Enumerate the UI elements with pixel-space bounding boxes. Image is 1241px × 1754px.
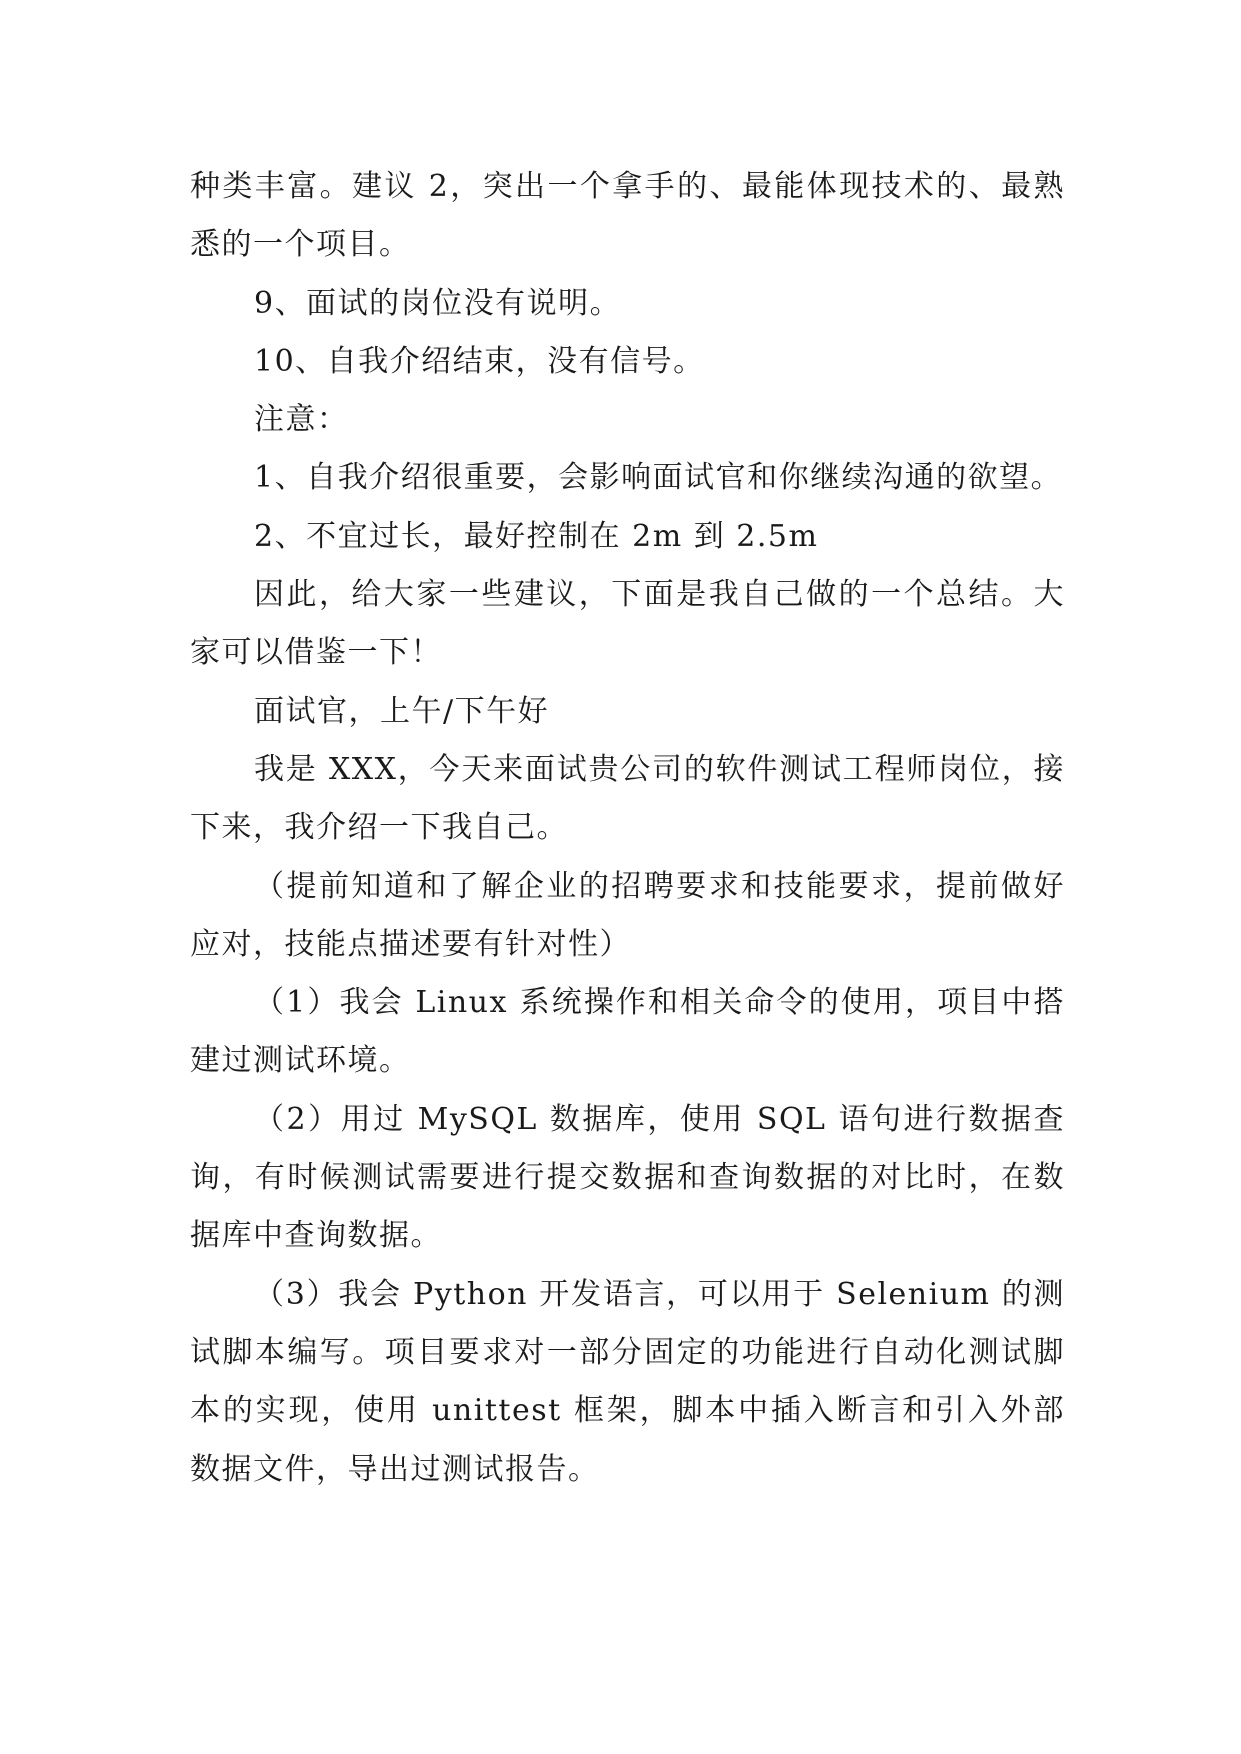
paragraph-1: 种类丰富。建议 2，突出一个拿手的、最能体现技术的、最熟悉的一个项目。 — [190, 169, 1065, 263]
paragraph-13: （3）我会 Python 开发语言，可以用于 Selenium 的测试脚本编写。项目要求对一部分固定的功能进行自动化测试脚本的实现，使用 unittest 框架，脚本中插入断言和引入外部数据文件，导出过测试报告。 — [190, 1276, 1065, 1487]
paragraph-9: 我是 XXX，今天来面试贵公司的软件测试工程师岗位，接下来，我介绍一下我自己。 — [190, 751, 1065, 846]
paragraph-5: 1、自我介绍很重要，会影响面试官和你继续沟通的欲望。 — [254, 460, 1063, 496]
paragraph-10: （提前知道和了解企业的招聘要求和技能要求，提前做好应对，技能点描述要有针对性） — [190, 868, 1065, 962]
paragraph-7: 因此，给大家一些建议，下面是我自己做的一个总结。大家可以借鉴一下！ — [190, 577, 1065, 671]
paragraph-8: 面试官，上午/下午好 — [254, 693, 550, 729]
paragraph-3: 10、自我介绍结束，没有信号。 — [254, 343, 705, 379]
paragraph-6: 2、不宜过长，最好控制在 2m 到 2.5m — [254, 518, 819, 554]
paragraph-2: 9、面试的岗位没有说明。 — [254, 285, 622, 321]
paragraph-11: （1）我会 Linux 系统操作和相关命令的使用，项目中搭建过测试环境。 — [190, 985, 1065, 1079]
document-body — [190, 158, 1065, 1499]
paragraph-4: 注意： — [254, 402, 349, 438]
paragraph-12: （2）用过 MySQL 数据库，使用 SQL 语句进行数据查询，有时候测试需要进行提交数据和查询数据的对比时，在数据库中查询数据。 — [190, 1101, 1065, 1254]
